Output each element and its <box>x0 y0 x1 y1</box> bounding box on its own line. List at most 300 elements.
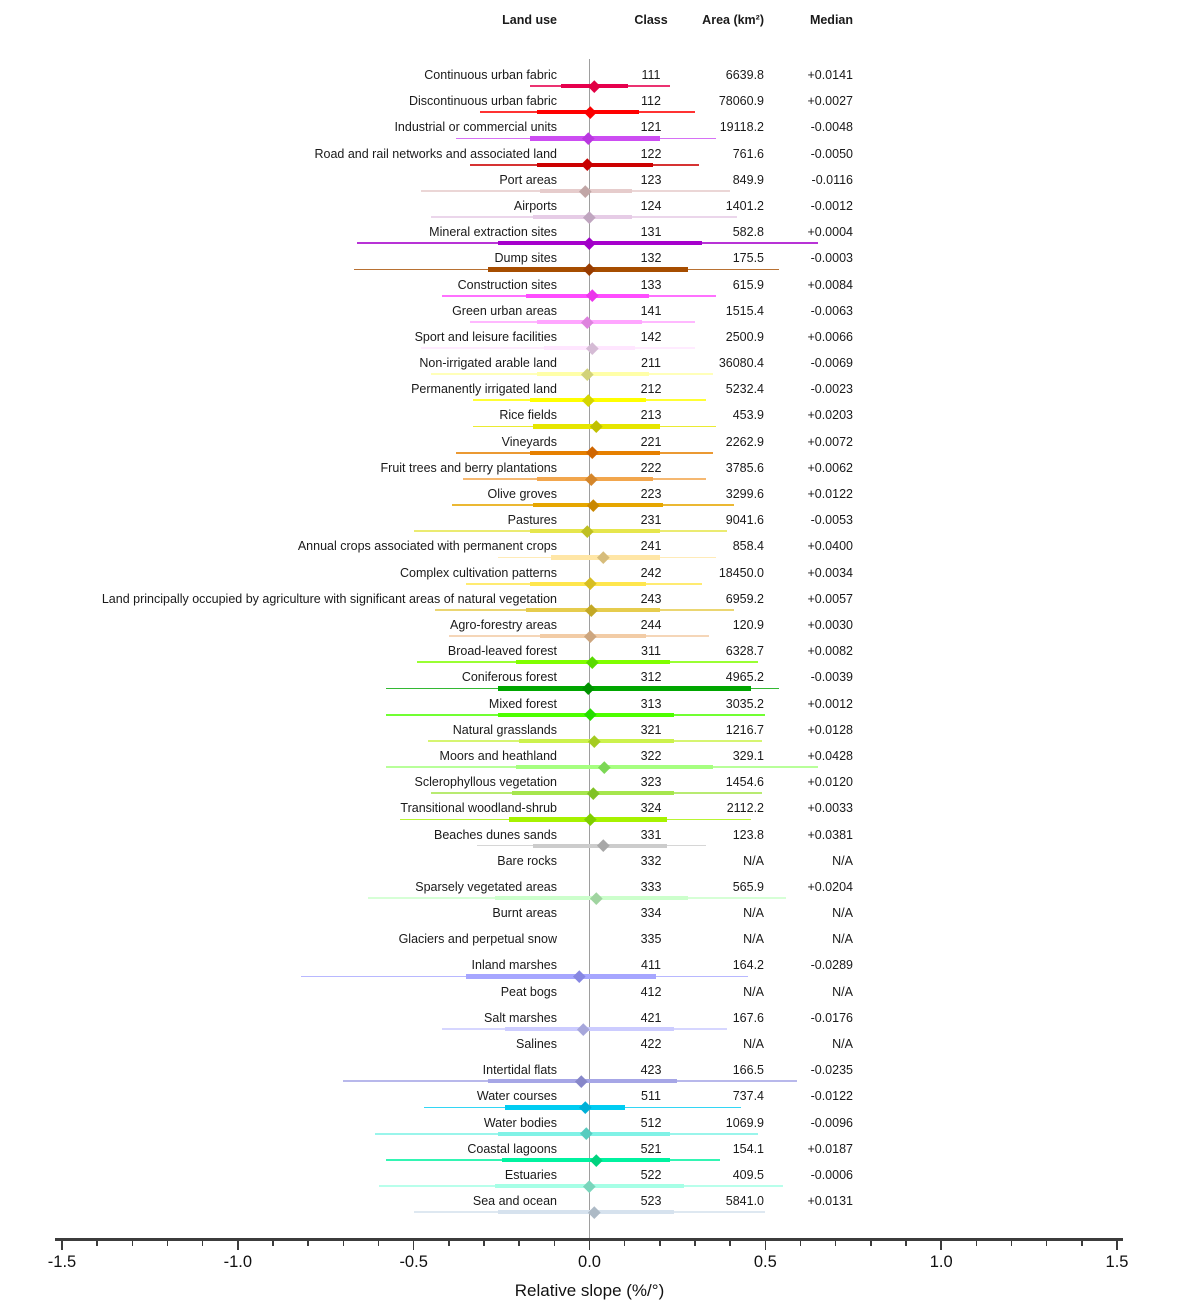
row-area: 761.6 <box>732 146 764 161</box>
row-median: -0.0003 <box>810 251 853 266</box>
table-row <box>0 723 1177 750</box>
row-class: 324 <box>640 801 662 816</box>
row-median: -0.0039 <box>810 670 853 685</box>
table-row <box>0 618 1177 645</box>
row-label: Estuaries <box>504 1167 557 1182</box>
row-class: 231 <box>640 513 662 528</box>
median-diamond-marker <box>585 578 597 590</box>
x-tick-label: 1.0 <box>929 1253 953 1271</box>
row-area: 737.4 <box>732 1089 764 1104</box>
row-label: Mixed forest <box>488 696 557 711</box>
row-median: -0.0235 <box>810 1063 853 1078</box>
row-class: 244 <box>640 617 662 632</box>
row-class: 222 <box>640 460 662 475</box>
table-row <box>0 1089 1177 1116</box>
table-row <box>0 278 1177 305</box>
row-area: 78060.9 <box>718 94 764 109</box>
row-area: 858.4 <box>732 539 764 554</box>
table-row <box>0 304 1177 331</box>
row-area: 175.5 <box>732 251 764 266</box>
table-row <box>0 408 1177 435</box>
row-area: 849.9 <box>732 172 764 187</box>
row-class: 332 <box>640 853 662 868</box>
minor-tick <box>1081 1241 1083 1246</box>
row-label: Non-irrigated arable land <box>419 356 557 371</box>
major-tick <box>237 1241 239 1250</box>
row-class: 412 <box>640 984 662 999</box>
table-row <box>0 906 1177 933</box>
x-axis-title: Relative slope (%/°) <box>514 1281 665 1300</box>
row-median: +0.0012 <box>807 696 853 711</box>
iqr-line <box>502 1158 671 1162</box>
row-class: 124 <box>640 198 662 213</box>
row-label: Intertidal flats <box>482 1063 557 1078</box>
median-diamond-marker <box>586 473 598 485</box>
row-median: +0.0066 <box>807 329 853 344</box>
row-class: 243 <box>640 591 662 606</box>
row-median: N/A <box>832 932 853 947</box>
table-row <box>0 68 1177 95</box>
median-diamond-marker <box>586 656 598 668</box>
row-median: +0.0004 <box>807 225 853 240</box>
row-median: -0.0023 <box>810 382 853 397</box>
row-median: +0.0128 <box>807 722 853 737</box>
row-class: 112 <box>641 94 661 109</box>
x-tick-label: -1.5 <box>47 1253 77 1271</box>
row-area: 9041.6 <box>725 513 764 528</box>
row-label: Port areas <box>499 172 557 187</box>
row-area: 5232.4 <box>725 382 764 397</box>
median-diamond-marker <box>579 185 591 197</box>
row-class: 512 <box>640 1115 662 1130</box>
row-area: 18450.0 <box>718 565 764 580</box>
median-diamond-marker <box>585 604 597 616</box>
row-class: 132 <box>640 251 662 266</box>
row-area: 1069.9 <box>725 1115 764 1130</box>
table-row <box>0 985 1177 1012</box>
table-row <box>0 225 1177 252</box>
row-median: -0.0050 <box>810 146 853 161</box>
row-label: Bare rocks <box>497 853 557 868</box>
row-area: N/A <box>743 984 764 999</box>
x-tick-label: 0.0 <box>578 1253 601 1271</box>
row-median: +0.0034 <box>807 565 853 580</box>
table-row <box>0 1011 1177 1038</box>
row-area: 615.9 <box>732 277 764 292</box>
row-class: 311 <box>641 644 661 659</box>
row-class: 241 <box>640 539 662 554</box>
table-row <box>0 854 1177 881</box>
table-row <box>0 1168 1177 1195</box>
median-diamond-marker <box>580 1128 592 1140</box>
median-diamond-marker <box>582 525 594 537</box>
median-diamond-marker <box>586 447 598 459</box>
table-row <box>0 356 1177 383</box>
row-class: 211 <box>641 356 661 371</box>
table-row <box>0 94 1177 121</box>
row-median: -0.0063 <box>810 303 853 318</box>
median-diamond-marker <box>582 132 594 144</box>
row-label: Coniferous forest <box>461 670 557 685</box>
row-median: -0.0053 <box>810 513 853 528</box>
table-row <box>0 801 1177 828</box>
row-area: 154.1 <box>732 1141 764 1156</box>
median-diamond-marker <box>577 1023 589 1035</box>
median-diamond-marker <box>598 761 610 773</box>
median-diamond-marker <box>588 1206 600 1218</box>
iqr-line <box>530 529 660 533</box>
row-class: 312 <box>640 670 662 685</box>
row-area: 4965.2 <box>725 670 764 685</box>
row-area: 409.5 <box>732 1167 764 1182</box>
row-area: 5841.0 <box>725 1194 764 1209</box>
median-diamond-marker <box>583 211 595 223</box>
row-median: +0.0187 <box>807 1141 853 1156</box>
row-median: -0.0048 <box>810 120 853 135</box>
row-class: 141 <box>640 303 662 318</box>
table-row <box>0 958 1177 985</box>
row-label: Glaciers and perpetual snow <box>398 932 557 947</box>
minor-tick <box>694 1241 696 1246</box>
row-class: 123 <box>640 172 662 187</box>
median-diamond-marker <box>584 709 596 721</box>
median-diamond-marker <box>579 1101 591 1113</box>
row-class: 242 <box>640 565 662 580</box>
major-tick <box>589 1241 591 1250</box>
table-row <box>0 592 1177 619</box>
minor-tick <box>835 1241 837 1246</box>
table-row <box>0 120 1177 147</box>
row-label: Construction sites <box>457 277 557 292</box>
row-label: Sclerophyllous vegetation <box>414 775 557 790</box>
row-class: 223 <box>640 487 662 502</box>
row-class: 423 <box>640 1063 662 1078</box>
row-class: 422 <box>640 1037 662 1052</box>
column-header-area: Area (km²) <box>702 13 764 27</box>
row-label: Annual crops associated with permanent crops <box>297 539 557 554</box>
table-row <box>0 749 1177 776</box>
iqr-line <box>505 1105 625 1109</box>
median-diamond-marker <box>581 368 593 380</box>
table-row <box>0 330 1177 357</box>
table-row <box>0 199 1177 226</box>
median-diamond-marker <box>585 813 597 825</box>
minor-tick <box>307 1241 309 1246</box>
row-label: Permanently irrigated land <box>411 382 557 397</box>
row-label: Complex cultivation patterns <box>399 565 557 580</box>
minor-tick <box>1046 1241 1048 1246</box>
row-area: 2262.9 <box>725 434 764 449</box>
table-row <box>0 461 1177 488</box>
row-median: +0.0062 <box>807 460 853 475</box>
row-label: Industrial or commercial units <box>394 120 557 135</box>
row-area: 3785.6 <box>725 460 764 475</box>
row-class: 334 <box>640 906 662 921</box>
row-label: Burnt areas <box>492 906 557 921</box>
table-row <box>0 147 1177 174</box>
row-class: 321 <box>640 722 662 737</box>
x-tick-label: 0.5 <box>753 1253 777 1271</box>
row-area: 166.5 <box>732 1063 764 1078</box>
major-tick <box>413 1241 415 1250</box>
table-row <box>0 1142 1177 1169</box>
row-area: 6328.7 <box>725 644 764 659</box>
row-area: 1515.4 <box>725 303 764 318</box>
row-median: +0.0084 <box>807 277 853 292</box>
row-class: 522 <box>640 1167 662 1182</box>
row-median: N/A <box>832 853 853 868</box>
minor-tick <box>343 1241 345 1246</box>
median-diamond-marker <box>588 499 600 511</box>
minor-tick <box>659 1241 661 1246</box>
minor-tick <box>448 1241 450 1246</box>
iqr-line <box>530 136 660 140</box>
row-label: Water courses <box>476 1089 557 1104</box>
median-diamond-marker <box>591 420 603 432</box>
median-diamond-marker <box>584 237 596 249</box>
row-median: -0.0006 <box>810 1167 853 1182</box>
row-median: N/A <box>832 1037 853 1052</box>
x-tick-label: -1.0 <box>223 1253 253 1271</box>
row-class: 121 <box>640 120 662 135</box>
row-median: +0.0030 <box>807 617 853 632</box>
x-tick-label: 1.5 <box>1105 1253 1129 1271</box>
column-header-class: Class <box>634 13 668 27</box>
row-class: 122 <box>640 146 662 161</box>
row-label: Vineyards <box>501 434 557 449</box>
minor-tick <box>167 1241 169 1246</box>
minor-tick <box>132 1241 134 1246</box>
row-label: Sea and ocean <box>472 1194 557 1209</box>
median-diamond-marker <box>586 290 598 302</box>
row-label: Inland marshes <box>471 958 557 973</box>
row-area: 6959.2 <box>725 591 764 606</box>
minor-tick <box>976 1241 978 1246</box>
median-diamond-marker <box>583 1180 595 1192</box>
table-row <box>0 697 1177 724</box>
minor-tick <box>554 1241 556 1246</box>
row-class: 133 <box>640 277 662 292</box>
row-label: Mineral extraction sites <box>429 225 557 240</box>
minor-tick <box>483 1241 485 1246</box>
row-area: 1454.6 <box>725 775 764 790</box>
row-class: 212 <box>640 382 662 397</box>
median-diamond-marker <box>588 787 600 799</box>
row-median: +0.0082 <box>807 644 853 659</box>
table-row <box>0 828 1177 855</box>
column-header-median: Median <box>809 13 853 27</box>
row-area: 2112.2 <box>726 801 764 816</box>
row-median: +0.0072 <box>807 434 853 449</box>
row-label: Water bodies <box>483 1115 557 1130</box>
row-label: Continuous urban fabric <box>424 68 557 82</box>
row-class: 221 <box>640 434 662 449</box>
row-label: Salines <box>516 1037 557 1052</box>
minor-tick <box>202 1241 204 1246</box>
median-diamond-marker <box>581 316 593 328</box>
row-median: -0.0012 <box>810 198 853 213</box>
median-diamond-marker <box>582 682 594 694</box>
row-median: -0.0176 <box>810 1010 853 1025</box>
median-diamond-marker <box>591 892 603 904</box>
row-class: 511 <box>641 1089 661 1104</box>
median-diamond-marker <box>584 630 596 642</box>
row-area: 582.8 <box>732 225 764 240</box>
row-label: Pastures <box>507 513 557 528</box>
row-median: +0.0027 <box>807 94 853 109</box>
row-class: 322 <box>640 748 662 763</box>
row-area: 453.9 <box>732 408 764 423</box>
row-area: 3035.2 <box>725 696 764 711</box>
row-median: +0.0141 <box>807 68 853 82</box>
row-class: 335 <box>640 932 662 947</box>
major-tick <box>61 1241 63 1250</box>
table-row <box>0 539 1177 566</box>
row-label: Salt marshes <box>484 1010 557 1025</box>
median-diamond-marker <box>588 735 600 747</box>
iqr-line <box>498 686 751 690</box>
row-label: Rice fields <box>499 408 557 423</box>
row-label: Natural grasslands <box>452 722 557 737</box>
iqr-line <box>498 241 702 245</box>
row-class: 333 <box>640 879 662 894</box>
row-area: 167.6 <box>732 1010 764 1025</box>
row-median: +0.0381 <box>807 827 853 842</box>
table-row <box>0 435 1177 462</box>
row-area: N/A <box>743 853 764 868</box>
table-row <box>0 1063 1177 1090</box>
median-diamond-marker <box>583 394 595 406</box>
row-label: Broad-leaved forest <box>447 644 557 659</box>
median-diamond-marker <box>586 342 598 354</box>
table-row <box>0 487 1177 514</box>
row-label: Fruit trees and berry plantations <box>380 460 557 475</box>
row-median: -0.0122 <box>810 1089 853 1104</box>
row-label: Coastal lagoons <box>467 1141 557 1156</box>
table-row <box>0 644 1177 671</box>
row-median: +0.0122 <box>807 487 853 502</box>
row-area: 6639.8 <box>725 68 764 82</box>
row-median: -0.0096 <box>810 1115 853 1130</box>
row-median: +0.0428 <box>807 748 853 763</box>
row-area: 3299.6 <box>725 487 764 502</box>
row-class: 521 <box>640 1141 662 1156</box>
table-row <box>0 382 1177 409</box>
row-class: 323 <box>640 775 662 790</box>
row-label: Beaches dunes sands <box>433 827 557 842</box>
major-tick <box>765 1241 767 1250</box>
median-diamond-marker <box>583 263 595 275</box>
row-median: +0.0057 <box>807 591 853 606</box>
row-median: +0.0033 <box>807 801 853 816</box>
row-area: 1216.7 <box>725 722 764 737</box>
iqr-line <box>516 765 713 769</box>
table-row <box>0 932 1177 959</box>
row-class: 313 <box>640 696 662 711</box>
median-diamond-marker <box>575 1075 587 1087</box>
row-label: Transitional woodland-shrub <box>400 801 557 816</box>
row-area: N/A <box>743 906 764 921</box>
table-row <box>0 513 1177 540</box>
row-median: +0.0120 <box>807 775 853 790</box>
median-diamond-marker <box>584 106 596 118</box>
row-class: 331 <box>640 827 662 842</box>
row-area: 329.1 <box>732 748 764 763</box>
minor-tick <box>518 1241 520 1246</box>
row-median: +0.0204 <box>807 879 853 894</box>
row-median: +0.0203 <box>807 408 853 423</box>
row-median: -0.0116 <box>811 172 853 187</box>
minor-tick <box>378 1241 380 1246</box>
row-area: 123.8 <box>732 827 764 842</box>
column-header-land-use: Land use <box>502 13 557 27</box>
row-median: N/A <box>832 906 853 921</box>
table-row <box>0 1194 1177 1221</box>
row-area: 19118.2 <box>719 120 764 135</box>
x-tick-label: -0.5 <box>399 1253 428 1271</box>
median-diamond-marker <box>582 159 594 171</box>
row-median: +0.0131 <box>807 1194 853 1209</box>
row-label: Sport and leisure facilities <box>414 329 557 344</box>
median-diamond-marker <box>597 840 609 852</box>
median-diamond-marker <box>590 1154 602 1166</box>
table-row <box>0 775 1177 802</box>
row-class: 213 <box>640 408 662 423</box>
iqr-line <box>537 163 653 167</box>
row-class: 411 <box>641 958 661 973</box>
minor-tick <box>272 1241 274 1246</box>
table-row <box>0 670 1177 697</box>
table-row <box>0 173 1177 200</box>
table-row <box>0 1116 1177 1143</box>
row-label: Dump sites <box>494 251 557 266</box>
median-diamond-marker <box>573 970 585 982</box>
table-row <box>0 566 1177 593</box>
row-label: Road and rail networks and associated land <box>314 146 557 161</box>
row-median: N/A <box>832 984 853 999</box>
row-label: Land principally occupied by agriculture with significant areas of natural vegetation <box>101 591 557 606</box>
minor-tick <box>870 1241 872 1246</box>
row-median: +0.0400 <box>807 539 853 554</box>
row-area: N/A <box>743 932 764 947</box>
row-area: 164.2 <box>732 958 764 973</box>
minor-tick <box>624 1241 626 1246</box>
iqr-line <box>466 974 656 978</box>
iqr-line <box>498 1210 674 1214</box>
minor-tick <box>905 1241 907 1246</box>
minor-tick <box>96 1241 98 1246</box>
row-label: Olive groves <box>487 487 557 502</box>
row-label: Sparsely vegetated areas <box>415 879 557 894</box>
row-area: 2500.9 <box>725 329 764 344</box>
row-class: 131 <box>640 225 662 240</box>
minor-tick <box>800 1241 802 1246</box>
row-area: N/A <box>743 1037 764 1052</box>
row-label: Moors and heathland <box>439 748 557 763</box>
row-label: Green urban areas <box>452 303 557 318</box>
row-class: 142 <box>640 329 662 344</box>
major-tick <box>1116 1241 1118 1250</box>
row-label: Peat bogs <box>500 984 557 999</box>
row-area: 120.9 <box>732 617 764 632</box>
major-tick <box>940 1241 942 1250</box>
row-median: -0.0289 <box>810 958 853 973</box>
median-diamond-marker <box>588 80 600 92</box>
table-row <box>0 880 1177 907</box>
row-class: 523 <box>640 1194 662 1209</box>
table-row <box>0 1037 1177 1064</box>
row-label: Agro-forestry areas <box>450 617 557 632</box>
